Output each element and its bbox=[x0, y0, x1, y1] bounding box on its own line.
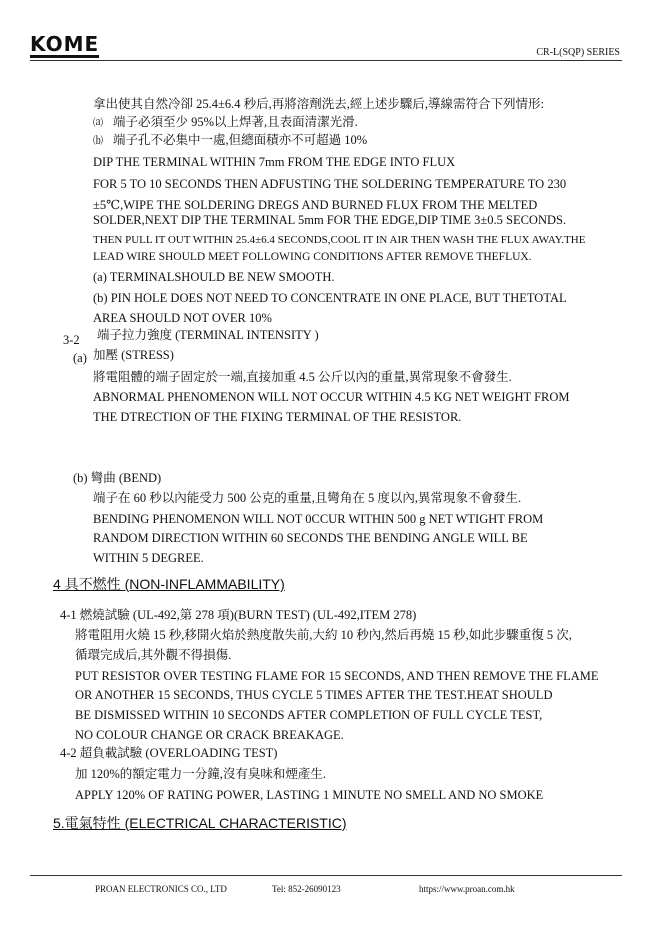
stress-en-line1: ABNORMAL PHENOMENON WILL NOT OCCUR WITHIN 4.5 KG NET WEIGHT FROM bbox=[93, 390, 570, 404]
bullet-b-mark: ⒝ bbox=[93, 136, 103, 147]
section-4-heading: 4 具不燃性 (NON-INFLAMMABILITY) bbox=[53, 576, 285, 592]
en-line: ±5℃,WIPE THE SOLDERING DREGS AND BURNED FLUX FROM THE MELTED bbox=[93, 198, 538, 212]
burn-test-en-line: PUT RESISTOR OVER TESTING FLAME FOR 15 SECONDS, AND THEN REMOVE THE FLAME bbox=[75, 669, 599, 683]
series-label: CR-L(SQP) SERIES bbox=[536, 47, 620, 58]
bend-zh: 端子在 60 秒以內能受力 500 公克的重量,且彎角在 5 度以內,異常現象不會發生. bbox=[93, 491, 522, 505]
footer-company: PROAN ELECTRONICS CO., LTD bbox=[95, 884, 227, 894]
en-condition-a: (a) TERMINALSHOULD BE NEW SMOOTH. bbox=[93, 270, 335, 284]
burn-test-en-line: NO COLOUR CHANGE OR CRACK BREAKAGE. bbox=[75, 728, 344, 742]
en-line: DIP THE TERMINAL WITHIN 7mm FROM THE EDGE INTO FLUX bbox=[93, 155, 456, 169]
zh-condition-b-text: 端子孔不必集中一處,但總面積亦不可超過 10% bbox=[113, 133, 368, 147]
burn-test-en-line: BE DISMISSED WITHIN 10 SECONDS AFTER COMPLETION OF FULL CYCLE TEST, bbox=[75, 708, 543, 722]
stress-title: 加壓 (STRESS) bbox=[93, 348, 174, 362]
zh-condition-a-text: 端子必須至少 95%以上焊著,且表面清潔光滑. bbox=[113, 115, 358, 129]
overload-test-title: 4-2 超負載試驗 (OVERLOADING TEST) bbox=[60, 746, 278, 760]
overload-test-zh: 加 120%的額定電力一分鐘,沒有臭味和煙產生. bbox=[75, 767, 327, 781]
footer-rule bbox=[30, 875, 622, 876]
footer-url[interactable]: https://www.proan.com.hk bbox=[419, 884, 515, 894]
burn-test-zh-line1: 將電阻用火燒 15 秒,移開火焰於熱度散失前,大約 10 秒內,然后再燒 15 秒,如此步驟重復 5 次, bbox=[75, 628, 572, 642]
en-line: SOLDER,NEXT DIP THE TERMINAL 5mm FOR THE EDGE,DIP TIME 3±0.5 SECONDS. bbox=[93, 213, 567, 227]
bend-en-line2: RANDOM DIRECTION WITHIN 60 SECONDS THE BENDING ANGLE WILL BE bbox=[93, 531, 528, 545]
burn-test-title: 4-1 燃燒試驗 (UL-492,第 278 項)(BURN TEST) (UL-492,ITEM 278) bbox=[60, 608, 417, 622]
en-condition-b-line2: AREA SHOULD NOT OVER 10% bbox=[93, 311, 272, 325]
bend-en-line1: BENDING PHENOMENON WILL NOT 0CCUR WITHIN 500 g NET WTIGHT FROM bbox=[93, 512, 544, 526]
en-line: LEAD WIRE SHOULD MEET FOLLOWING CONDITIONS AFTER REMOVE THEFLUX. bbox=[93, 251, 532, 263]
zh-condition-a bbox=[93, 114, 358, 132]
bend-title: (b) 彎曲 (BEND) bbox=[73, 471, 162, 485]
stress-en-line2: THE DTRECTION OF THE FIXING TERMINAL OF THE RESISTOR. bbox=[93, 410, 462, 424]
bend-en-line3: WITHIN 5 DEGREE. bbox=[93, 551, 204, 565]
en-condition-b-line1: (b) PIN HOLE DOES NOT NEED TO CONCENTRATE IN ONE PLACE, BUT THETOTAL bbox=[93, 291, 567, 305]
overload-test-en: APPLY 120% OF RATING POWER, LASTING 1 MINUTE NO SMELL AND NO SMOKE bbox=[75, 788, 544, 802]
burn-test-zh-line2: 循環完成后,其外觀不得損傷. bbox=[75, 648, 232, 662]
footer-tel: Tel: 852-26090123 bbox=[272, 884, 341, 894]
bullet-a-mark: ⒜ bbox=[93, 118, 103, 129]
section-3-2-number: 3-2 bbox=[63, 333, 80, 347]
zh-condition-b bbox=[93, 132, 367, 150]
en-line: THEN PULL IT OUT WITHIN 25.4±6.4 SECONDS,COOL IT IN AIR THEN WASH THE FLUX AWAY.THE bbox=[93, 234, 586, 246]
section-5-heading: 5.電氣特性 (ELECTRICAL CHARACTERISTIC) bbox=[53, 815, 347, 831]
stress-mark: (a) bbox=[73, 351, 87, 365]
burn-test-en-line: OR ANOTHER 15 SECONDS, THUS CYCLE 5 TIMES AFTER THE TEST.HEAT SHOULD bbox=[75, 688, 553, 702]
en-line: FOR 5 TO 10 SECONDS THEN ADFUSTING THE SOLDERING TEMPERATURE TO 230 bbox=[93, 177, 567, 191]
stress-zh: 將電阻體的端子固定於一端,直接加重 4.5 公斤以內的重量,異常現象不會發生. bbox=[93, 370, 512, 384]
zh-intro-line: 拿出使其自然冷卻 25.4±6.4 秒后,再將溶劑洗去,經上述步驟后,導線需符合下列情形: bbox=[93, 97, 544, 111]
section-3-2-title: 端子拉力強度 (TERMINAL INTENSITY ) bbox=[97, 328, 319, 342]
header-rule bbox=[30, 60, 622, 61]
company-logo: KOME bbox=[30, 32, 100, 56]
